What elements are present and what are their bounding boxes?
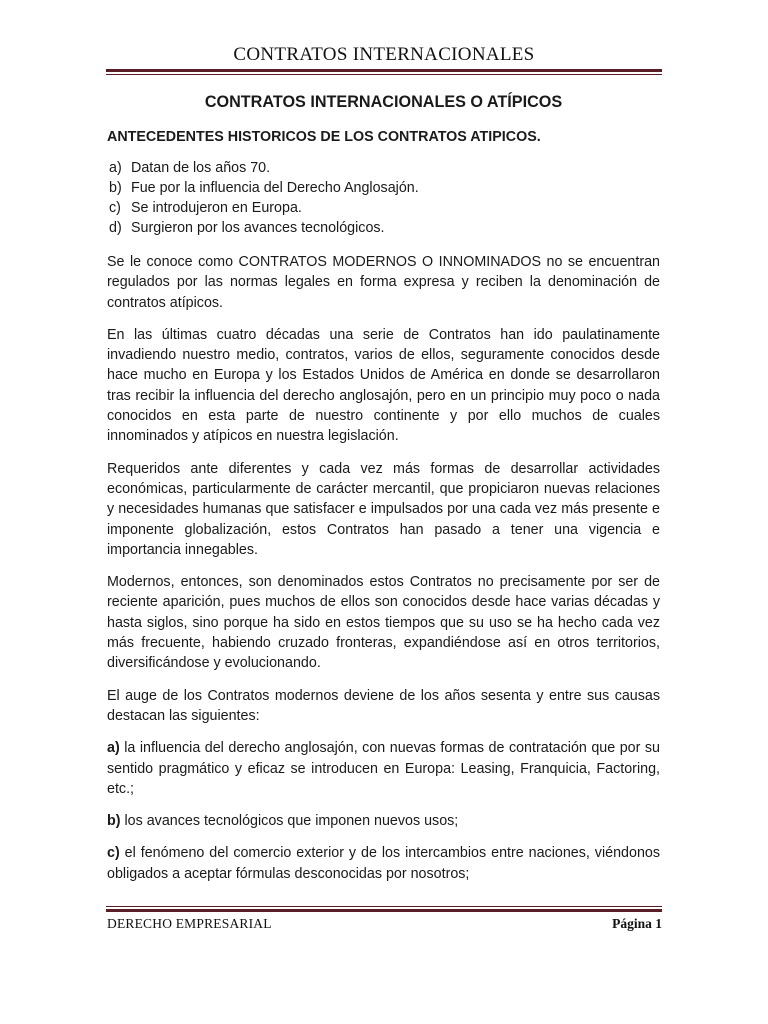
list-item-text: Fue por la influencia del Derecho Anglosajón. (131, 180, 419, 196)
list-item (107, 198, 660, 218)
list-marker: c) (109, 200, 121, 216)
list-item-text: Datan de los años 70. (131, 160, 271, 176)
cause-item (107, 843, 660, 884)
paragraph-requirements: Requeridos ante diferentes y cada vez más formas de desarrollar actividades económicas, particularmente de carácter mercantil, que propiciaron nuevas relaciones y necesidades humanas que satisfacer e impulsados por una cada vez más presente e imponente globalización, estos Contratos han pasado a tener una vigencia e importancia innegables. (107, 460, 660, 558)
paragraph-definition: Se le conoce como CONTRATOS MODERNOS O INNOMINADOS no se encuentran regulados por las normas legales en forma expresa y reciben la denominación de contratos atípicos. (107, 254, 660, 311)
list-item (107, 158, 660, 178)
cause-text: los avances tecnológicos que imponen nuevos usos; (120, 813, 459, 830)
antecedents-list (107, 158, 660, 238)
paragraph-modern: Modernos, entonces, son denominados estos Contratos no precisamente por ser de reciente aparición, pues muchos de ellos son conocidos desde hace varias décadas y hasta siglos, sino porque ha sido en estos tiempos que su uso se ha hecho cada vez más frecuente, habiendo cruzado fronteras, expandiéndose así en otros territorios, diversificándose y evolucionando. (107, 574, 660, 672)
list-marker: d) (109, 220, 122, 236)
cause-marker: a) (107, 740, 120, 757)
list-item-text: Surgieron por los avances tecnológicos. (131, 220, 385, 236)
cause-item (107, 738, 660, 799)
list-item (107, 178, 660, 198)
cause-item (107, 811, 660, 831)
footer-page-number: Página 1 (612, 916, 662, 931)
list-marker: b) (109, 180, 122, 196)
header-rule-thin (106, 74, 662, 75)
section-heading: ANTECEDENTES HISTORICOS DE LOS CONTRATOS ATIPICOS. (107, 129, 541, 145)
page-body (107, 92, 660, 896)
cause-text: el fenómeno del comercio exterior y de los intercambios entre naciones, viéndonos obligados a aceptar fórmulas desconocidas por nosotros; (107, 845, 660, 882)
list-item-text: Se introdujeron en Europa. (131, 200, 302, 216)
paragraph-causes-intro: El auge de los Contratos modernos deviene de los años sesenta y entre sus causas destacan las siguientes: (107, 687, 660, 724)
document-title: CONTRATOS INTERNACIONALES O ATÍPICOS (204, 93, 563, 111)
running-header-title: CONTRATOS INTERNACIONALES (233, 44, 535, 65)
cause-text: la influencia del derecho anglosajón, con nuevas formas de contratación que por su sentido pragmático y eficaz se introducen en Europa: Leasing, Franquicia, Factoring, etc.; (107, 740, 660, 797)
list-marker: a) (109, 160, 122, 176)
cause-marker: c) (107, 845, 120, 862)
header-rule-thick (106, 69, 662, 72)
footer-rule-thick (106, 909, 662, 912)
list-item (107, 218, 660, 238)
footer-rule-thin (106, 906, 662, 907)
paragraph-history: En las últimas cuatro décadas una serie de Contratos han ido paulatinamente invadiendo nuestro medio, contratos, varios de ellos, seguramente conocidos desde hace mucho en Europa y los Estados Unidos de América en donde se desarrollaron tras recibir la influencia del derecho anglosajón, pero en un principio muy poco o nada conocidos en esta parte de nuestro continente y por ello muchos de cuales innominados y atípicos en nuestra legislación. (107, 326, 660, 445)
cause-marker: b) (107, 813, 121, 830)
footer-course-name: DERECHO EMPRESARIAL (107, 916, 272, 931)
